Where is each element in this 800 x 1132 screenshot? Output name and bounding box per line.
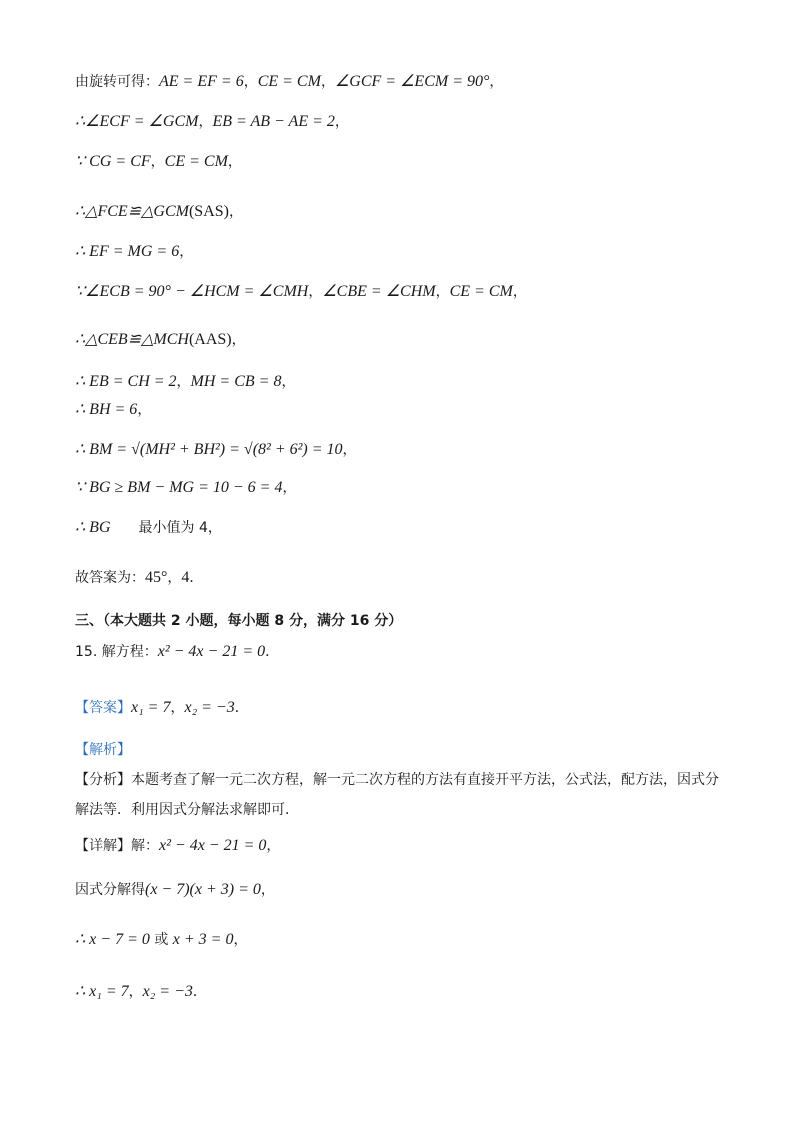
text-line-13 <box>75 568 203 588</box>
text-segment: 15. 解方程： <box>75 644 158 660</box>
text-line-16 <box>75 698 249 718</box>
math-segment: ∴ EF = MG = 6 <box>75 243 180 260</box>
text-segment: 【答案】 <box>75 700 131 716</box>
text-line-15 <box>75 642 279 662</box>
text-segment: ， <box>342 442 357 458</box>
text-segment: ， <box>266 838 281 854</box>
math-segment: CE = CM <box>257 73 321 90</box>
text-line-11 <box>75 478 296 498</box>
text-line-14 <box>75 610 402 631</box>
text-segment: ． <box>192 984 207 1000</box>
text-segment: ， <box>227 154 242 170</box>
text-segment: ， <box>334 114 349 130</box>
math-segment: ∴△CEB≌△MCH <box>75 331 189 348</box>
text-line-23 <box>75 982 207 1002</box>
text-line-4 <box>75 202 243 222</box>
math-segment: ∴△FCE≌△GCM <box>75 203 189 220</box>
text-segment: 【分析】本题考查了解一元二次方程，解一元二次方程的方法有直接开平方法，公式法，配方法，因式分 <box>75 772 719 788</box>
text-line-20 <box>75 836 280 856</box>
text-segment: 故答案为： <box>75 570 145 586</box>
text-segment: ， <box>231 332 246 348</box>
math-segment: AE = EF = 6 <box>159 73 244 90</box>
math-segment: ∴ EB = CH = 2 <box>75 373 177 390</box>
text-line-3 <box>75 152 242 172</box>
text-line-19 <box>75 800 299 820</box>
text-segment: 【解析】 <box>75 742 131 758</box>
math-segment: ∴ x − 7 = 0 <box>75 931 150 948</box>
math-segment: ∠CBE = ∠CHM <box>322 283 436 300</box>
text-segment: ， <box>167 570 182 586</box>
text-segment: 【详解】解： <box>75 838 159 854</box>
text-segment: ， <box>179 244 194 260</box>
math-segment: ∴ x₁ = 7 <box>75 983 129 1000</box>
text-segment: ， <box>489 74 504 90</box>
text-segment: ， <box>243 74 258 90</box>
math-segment: ∴ BM = √(MH² + BH²) = √(8² + 6²) = 10 <box>75 441 343 458</box>
math-segment: x + 3 = 0 <box>172 931 234 948</box>
math-segment: x₂ = −3 <box>184 699 235 716</box>
text-line-2 <box>75 112 349 132</box>
text-segment: ， <box>308 284 323 300</box>
text-segment: ， <box>170 700 185 716</box>
math-segment: ∴ BG <box>75 519 111 536</box>
math-segment: ∵ CG = CF <box>75 153 151 170</box>
text-segment: ， <box>281 374 296 390</box>
text-segment: ． <box>234 700 249 716</box>
text-segment: ， <box>198 114 213 130</box>
text-segment: ， <box>320 74 335 90</box>
text-line-9 <box>75 400 151 420</box>
math-segment: x₂ = −3 <box>142 983 193 1000</box>
math-segment: ∠GCF = ∠ECM = 90° <box>334 73 490 90</box>
math-segment: MH = CB = 8 <box>190 373 282 390</box>
text-segment: 三、（本大题共 2 小题，每小题 8 分，满分 16 分） <box>75 613 403 629</box>
text-segment: ， <box>512 284 527 300</box>
text-segment: 由旋转可得： <box>75 74 159 90</box>
text-segment: 或 <box>149 932 173 948</box>
text-segment: ， <box>176 374 191 390</box>
text-line-7 <box>75 330 246 350</box>
text-segment: ， <box>128 984 143 1000</box>
math-segment: 45° <box>145 569 168 586</box>
math-segment: x₁ = 7 <box>131 699 171 716</box>
math-segment: CE = CM <box>449 283 513 300</box>
math-segment: ∴∠ECF = ∠GCM <box>75 113 199 130</box>
text-segment: 因式分解得 <box>75 882 145 898</box>
math-segment: x² − 4x − 21 = 0 <box>157 643 266 660</box>
text-line-21 <box>75 880 275 900</box>
text-segment: ， <box>137 402 152 418</box>
text-line-10 <box>75 440 357 460</box>
math-segment: ∵ BG ≥ BM − MG = 10 − 6 = 4 <box>75 479 283 496</box>
text-segment: ． <box>265 644 280 660</box>
text-line-1 <box>75 72 503 92</box>
text-segment: ． <box>189 570 204 586</box>
text-line-6 <box>75 282 527 302</box>
math-segment: (SAS) <box>188 203 229 220</box>
math-segment: ∵∠ECB = 90° − ∠HCM = ∠CMH <box>75 283 309 300</box>
math-segment: x² − 4x − 21 = 0 <box>159 837 267 854</box>
text-segment: ， <box>282 480 297 496</box>
text-line-12 <box>75 518 222 538</box>
text-segment: ， <box>150 154 165 170</box>
text-line-17 <box>75 740 131 760</box>
text-line-5 <box>75 242 193 262</box>
math-segment: CE = CM <box>164 153 228 170</box>
math-segment: (AAS) <box>188 331 232 348</box>
text-segment: ， <box>260 882 275 898</box>
math-segment: EB = AB − AE = 2 <box>212 113 335 130</box>
text-line-22 <box>75 930 247 950</box>
math-segment: (x − 7)(x + 3) = 0 <box>145 881 261 898</box>
math-segment: 4 <box>181 569 190 586</box>
text-line-8 <box>75 372 295 392</box>
text-segment: ， <box>228 204 243 220</box>
text-line-18 <box>75 770 719 790</box>
text-segment: 解法等．利用因式分解法求解即可． <box>75 802 299 818</box>
text-segment: ， <box>233 932 248 948</box>
math-segment: ∴ BH = 6 <box>75 401 138 418</box>
text-segment: ， <box>435 284 450 300</box>
text-segment: 最小值为 4， <box>110 520 222 536</box>
